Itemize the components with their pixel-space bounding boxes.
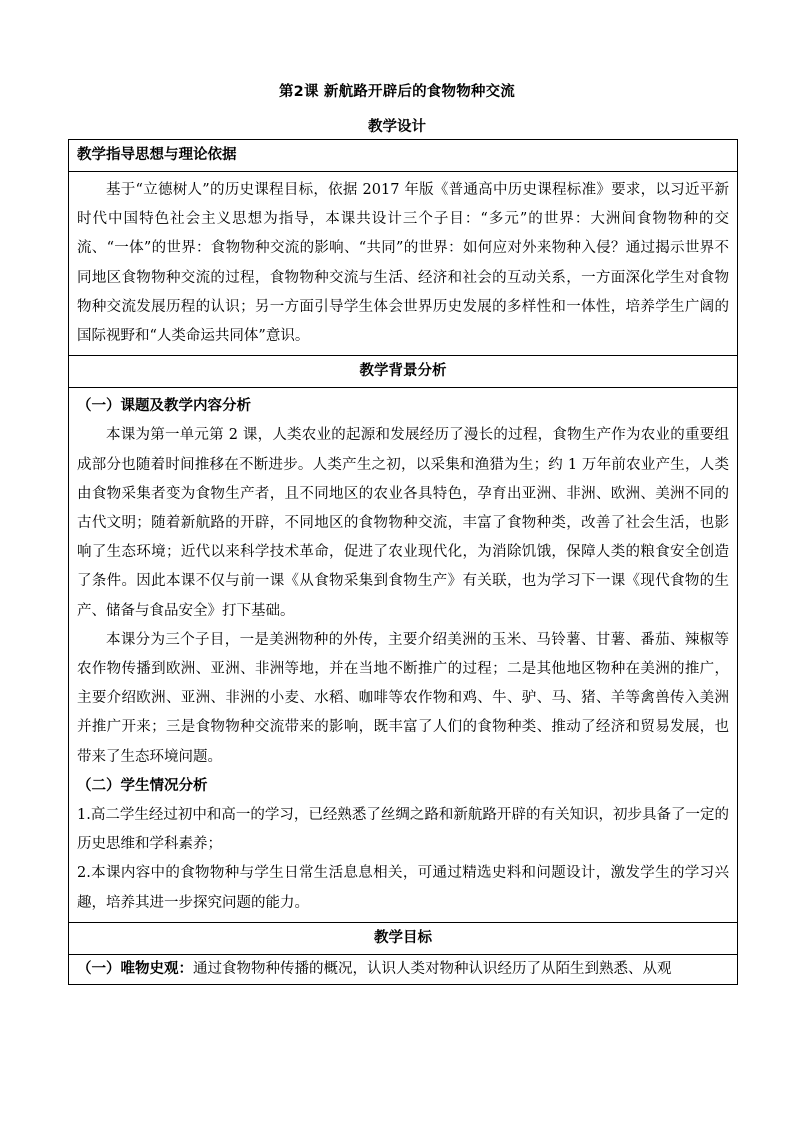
objectives-cell <box>69 954 738 984</box>
objectives-header: 教学目标 <box>69 922 738 954</box>
document-subtitle: 教学设计 <box>368 119 426 135</box>
student-analysis-item-2: 2.本课内容中的食物物种与学生日常生活息息相关，可通过精选史料和问题设计，激发学生的学习兴趣，培养其进一步探究问题的能力。 <box>77 865 729 911</box>
student-analysis-title: （二）学生情况分析 <box>77 777 208 794</box>
background-header: 教学背景分析 <box>69 356 738 388</box>
content-analysis-title: （一）课题及教学内容分析 <box>77 398 251 415</box>
student-analysis-item-1: 1.高二学生经过初中和高一的学习，已经熟悉了丝绸之路和新航路开辟的有关知识，初步具备了一定的历史思维和学科素养； <box>77 807 729 853</box>
guiding-header: 教学指导思想与理论依据 <box>69 140 738 172</box>
lesson-plan-table <box>68 139 738 985</box>
background-cell <box>69 388 738 923</box>
objective-item-1 <box>77 955 729 984</box>
guiding-cell <box>69 172 738 356</box>
objective-item-1-label: （一）唯物史观： <box>77 960 193 977</box>
guiding-paragraph: 基于“立德树人”的历史课程目标，依据 2017 年版《普通高中历史课程标准》要求，以习近平新时代中国特色社会主义思想为指导，本课共设计三个子目：“多元”的世界：大洲间食物物种的交流、“一体”的世界：食物物种交流的影响、“共同”的世界：如何应对外来物种入侵？通过揭示世界不同地区食物物种交流的过程，食物物种交流与生活、经济和社会的互动关系，一方面深化学生对食物物种交流发展历程的认识；另一方面引导学生体会世界历史发展的多样性和一体性，培养学生广阔的国际视野和“人类命运共同体”意识。 <box>77 182 729 345</box>
content-analysis-paragraph-2: 本课分为三个子目，一是美洲物种的外传，主要介绍美洲的玉米、马铃薯、甘薯、番茄、辣椒等农作物传播到欧洲、亚洲、非洲等地，并在当地不断推广的过程；二是其他地区物种在美洲的推广，主要介绍欧洲、亚洲、非洲的小麦、水稻、咖啡等农作物和鸡、牛、驴、马、猪、羊等禽兽传入美洲并推广开来；三是食物物种交流带来的影响，既丰富了人们的食物种类、推动了经济和贸易发展，也带来了生态环境问题。 <box>77 631 729 765</box>
document-title: 第2课 新航路开辟后的食物物种交流 <box>278 84 516 100</box>
content-analysis-paragraph-1: 本课为第一单元第 2 课，人类农业的起源和发展经历了漫长的过程，食物生产作为农业的重要组成部分也随着时间推移在不断进步。人类产生之初，以采集和渔猎为生；约 1 万年前农业产生，人类由食物采集者变为食物生产者，且不同地区的农业各具特色，孕育出亚洲、非洲、欧洲、美洲不同的古代文明；随着新航路的开辟，不同地区的食物物种交流，丰富了食物种类，改善了社会生活，也影响了生态环境；近代以来科学技术革命，促进了农业现代化，为消除饥饿，保障人类的粮食安全创造了条件。因此本课不仅与前一课《从食物采集到食物生产》有关联，也为学习下一课《现代食物的生产、储备与食品安全》打下基础。 <box>77 427 729 619</box>
objective-item-1-text: 通过食物物种传播的概况，认识人类对物种认识经历了从陌生到熟悉、从观 <box>193 960 672 977</box>
